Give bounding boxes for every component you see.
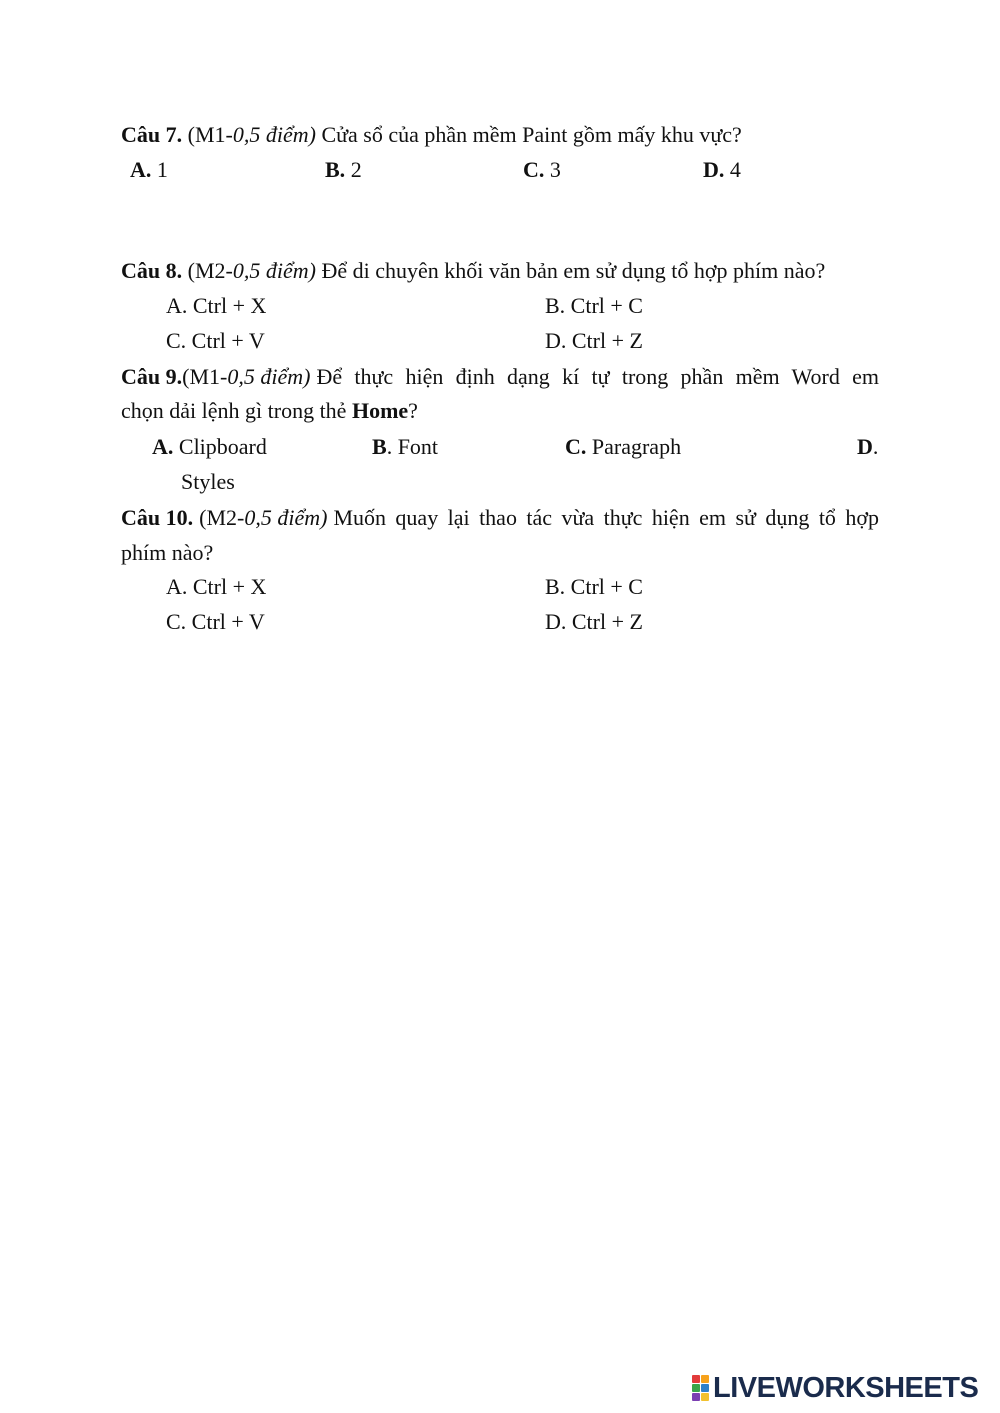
logo-square	[701, 1384, 709, 1392]
q7-option-d[interactable]	[703, 156, 741, 184]
option-letter: A.	[130, 157, 152, 182]
option-letter: D	[857, 434, 873, 459]
q9-option-a[interactable]	[152, 433, 267, 461]
home-tab-keyword: Home	[351, 398, 409, 423]
question-9-text-line2: chọn dải lệnh gì trong thẻ	[121, 398, 347, 423]
question-7-meta: (M1-0,5 điểm)	[187, 122, 316, 147]
q8-option-c[interactable]: C. Ctrl + V	[166, 328, 265, 353]
q7-option-c[interactable]	[523, 156, 561, 184]
question-9-line2	[121, 397, 418, 425]
option-letter: D.	[703, 157, 725, 182]
question-8	[121, 257, 825, 285]
logo-square	[692, 1375, 700, 1383]
logo-square	[701, 1393, 709, 1401]
q10-option-d[interactable]: D. Ctrl + Z	[545, 609, 643, 634]
q8-option-d[interactable]: D. Ctrl + Z	[545, 328, 643, 353]
question-9	[121, 363, 879, 391]
q9-option-d-text[interactable]: Styles	[181, 469, 235, 494]
question-8-text: Để di chuyên khối văn bản em sử dụng tổ hợp phím nào?	[321, 258, 826, 283]
option-text: .	[872, 434, 879, 459]
option-letter: B	[372, 434, 387, 459]
q7-option-a[interactable]	[130, 156, 168, 184]
logo-square	[692, 1384, 700, 1392]
logo-square	[692, 1393, 700, 1401]
option-text: 1	[156, 157, 168, 182]
q9-option-c[interactable]	[565, 433, 681, 461]
question-9-meta: (M1-0,5 điểm)	[182, 364, 311, 389]
question-8-label: Câu 8.	[121, 258, 183, 283]
question-8-meta: (M2-0,5 điểm)	[187, 258, 316, 283]
option-letter: A.	[152, 434, 174, 459]
q9-option-b[interactable]	[372, 433, 438, 461]
q10-option-b[interactable]: B. Ctrl + C	[545, 574, 643, 599]
q9-option-d[interactable]	[857, 433, 878, 461]
option-text: 2	[350, 157, 362, 182]
option-letter: C.	[523, 157, 545, 182]
q10-option-a[interactable]: A. Ctrl + X	[166, 574, 267, 599]
option-text: 3	[549, 157, 561, 182]
liveworksheets-logo	[692, 1372, 978, 1404]
liveworksheets-brand: LIVEWORKSHEETS	[713, 1371, 979, 1404]
question-7-label: Câu 7.	[121, 122, 183, 147]
option-text: 4	[729, 157, 741, 182]
q7-option-b[interactable]	[325, 156, 362, 184]
question-10-label: Câu 10.	[121, 505, 194, 530]
question-10-text-line2: phím nào?	[121, 540, 214, 565]
option-letter: C.	[565, 434, 587, 459]
option-text: . Font	[386, 434, 439, 459]
option-text: Paragraph	[591, 434, 682, 459]
question-9-text-line1: Để thực hiện định dạng kí tự trong phần mềm Word em	[316, 364, 879, 389]
q8-option-a[interactable]: A. Ctrl + X	[166, 293, 267, 318]
q8-option-b[interactable]: B. Ctrl + C	[545, 293, 643, 318]
question-9-label: Câu 9.	[121, 364, 183, 389]
question-10	[121, 504, 879, 532]
q10-option-c[interactable]: C. Ctrl + V	[166, 609, 265, 634]
question-7-text: Cửa sổ của phần mềm Paint gồm mấy khu vực?	[321, 122, 742, 147]
option-letter: B.	[325, 157, 346, 182]
option-text: Clipboard	[178, 434, 267, 459]
question-10-meta: (M2-0,5 điểm)	[199, 505, 328, 530]
liveworksheets-logo-icon	[692, 1375, 709, 1401]
question-7	[121, 121, 742, 149]
question-mark: ?	[408, 398, 418, 423]
logo-square	[701, 1375, 709, 1383]
question-10-text-line1: Muốn quay lại thao tác vừa thực hiện em sử dụng tổ hợp	[333, 505, 879, 530]
